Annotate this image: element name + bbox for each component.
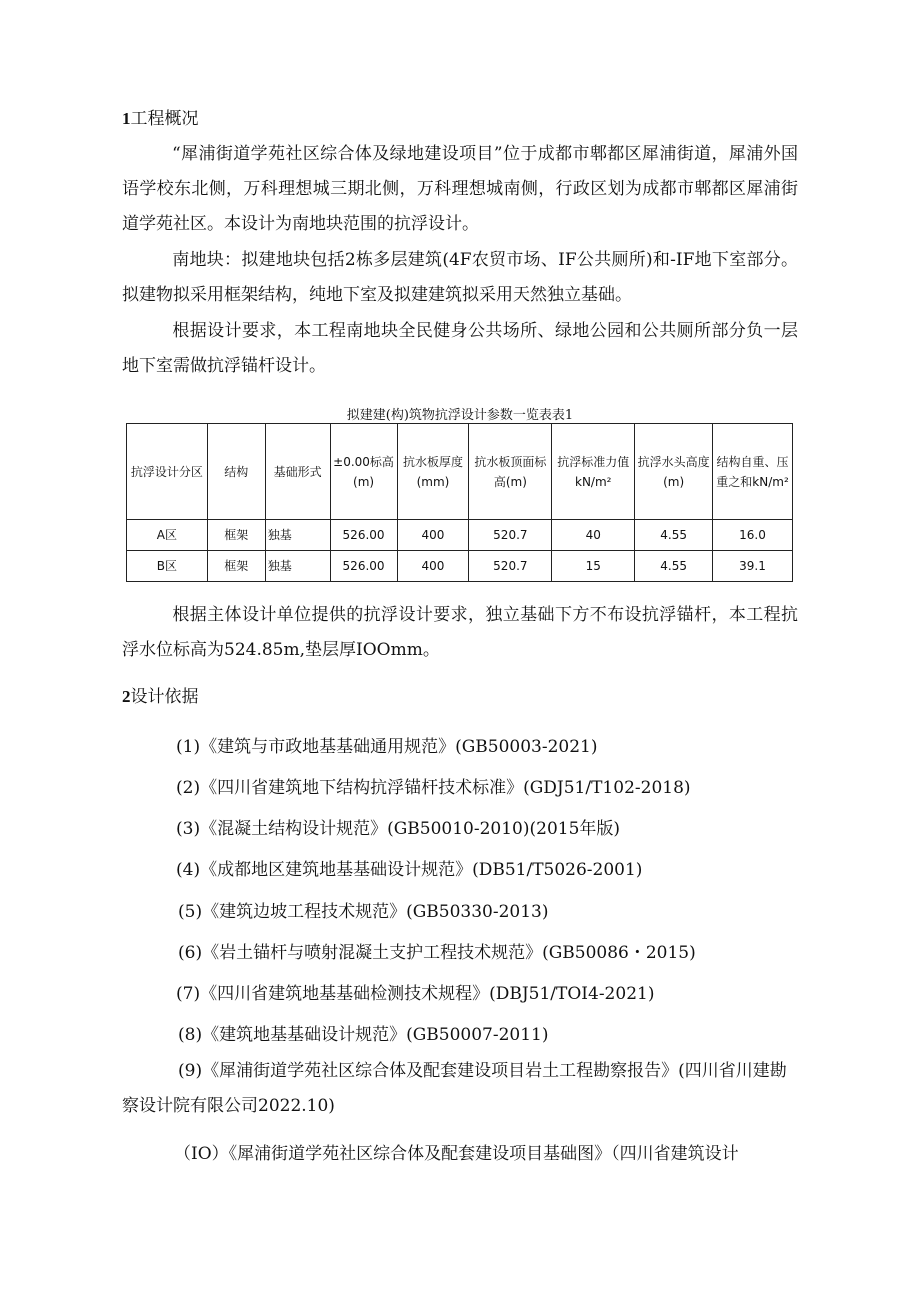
table-cell: A区 xyxy=(127,520,208,551)
anti-floating-parameter-table xyxy=(126,423,793,582)
table-cell: 526.00 xyxy=(330,520,397,551)
table-header-cell: 结构 xyxy=(207,424,265,520)
section-title: 工程概况 xyxy=(130,109,199,129)
section-heading-overview xyxy=(122,104,199,129)
table-header-cell: 抗水板厚度(mm) xyxy=(397,424,469,520)
table-cell: 4.55 xyxy=(635,551,713,582)
paragraph-design-requirement xyxy=(122,314,798,384)
table-cell: 39.1 xyxy=(713,551,793,582)
table-cell: B区 xyxy=(127,551,208,582)
table-caption: 拟建建(构)筑物抗浮设计参数一览表表1 xyxy=(346,408,574,423)
paragraph-text: “犀浦街道学苑社区综合体及绿地建设项目”位于成都市郫都区犀浦街道，犀浦外国语学校东北侧，万科理想城三期北侧，万科理想城南侧，行政区划为成都市郫都区犀浦街道学苑社区。本设计为南地块范围的抗浮设计。 xyxy=(122,144,798,234)
table-cell: 独基 xyxy=(265,520,330,551)
reference-item: (1)《建筑与市政地基基础通用规范》(GB50003-2021) xyxy=(176,737,598,757)
table-row xyxy=(127,551,793,582)
reference-item: （IO）《犀浦街道学苑社区综合体及配套建设项目基础图》（四川省建筑设计 xyxy=(174,1144,739,1164)
table-row xyxy=(127,520,793,551)
reference-item: (4)《成都地区建筑地基基础设计规范》(DB51/T5026-2001) xyxy=(176,860,643,880)
paragraph-text: 根据设计要求，本工程南地块全民健身公共场所、绿地公园和公共厕所部分负一层地下室需做抗浮锚杆设计。 xyxy=(122,321,798,376)
table-header-cell: 抗浮标准力值kN/m² xyxy=(552,424,635,520)
table-cell: 框架 xyxy=(207,520,265,551)
paragraph-project-location xyxy=(122,137,798,242)
table-cell: 独基 xyxy=(265,551,330,582)
table-cell: 4.55 xyxy=(635,520,713,551)
reference-item: (8)《建筑地基基础设计规范》(GB50007-2011) xyxy=(178,1025,549,1045)
reference-item: (9)《犀浦街道学苑社区综合体及配套建设项目岩土工程勘察报告》(四川省川建勘察设计院有限公司2022.10) xyxy=(122,1061,787,1116)
paragraph-text: 南地块：拟建地块包括2栋多层建筑(4F农贸市场、IF公共厕所)和-IF地下室部分。拟建物拟采用框架结构，纯地下室及拟建建筑拟采用天然独立基础。 xyxy=(122,250,798,305)
table-cell: 400 xyxy=(397,551,469,582)
reference-item: (7)《四川省建筑地基基础检测技术规程》(DBJ51/TOI4-2021) xyxy=(176,984,655,1004)
table-header-cell: 抗浮水头高度(m) xyxy=(635,424,713,520)
table-cell: 526.00 xyxy=(330,551,397,582)
reference-item: (5)《建筑边坡工程技术规范》(GB50330-2013) xyxy=(178,902,549,922)
table-cell: 520.7 xyxy=(469,520,552,551)
reference-item: (6)《岩土锚杆与喷射混凝土支护工程技术规范》(GB50086・2015) xyxy=(178,943,696,963)
table-header-cell: ±0.00标高(m) xyxy=(330,424,397,520)
table-cell: 16.0 xyxy=(713,520,793,551)
section-number: 2 xyxy=(122,687,131,706)
table-header-cell: 抗水板顶面标高(m) xyxy=(469,424,552,520)
table-cell: 520.7 xyxy=(469,551,552,582)
table-cell: 15 xyxy=(552,551,635,582)
section-heading-basis xyxy=(122,682,199,707)
reference-item: (2)《四川省建筑地下结构抗浮锚杆技术标准》(GDJ51/T102-2018) xyxy=(176,778,691,798)
table-header-cell: 基础形式 xyxy=(265,424,330,520)
section-title: 设计依据 xyxy=(130,687,199,707)
paragraph-text: 根据主体设计单位提供的抗浮设计要求，独立基础下方不布设抗浮锚杆，本工程抗浮水位标高为524.85m,垫层厚IOOmm。 xyxy=(122,605,798,660)
table-header-cell: 结构自重、压重之和kN/m² xyxy=(713,424,793,520)
section-number: 1 xyxy=(122,109,131,128)
table-cell: 400 xyxy=(397,520,469,551)
table-cell: 40 xyxy=(552,520,635,551)
paragraph-water-level xyxy=(122,598,798,668)
paragraph-south-plot xyxy=(122,243,798,313)
reference-item: (3)《混凝土结构设计规范》(GB50010-2010)(2015年版) xyxy=(176,819,621,839)
table-header-cell: 抗浮设计分区 xyxy=(127,424,208,520)
table-header-row xyxy=(127,424,793,520)
table-cell: 框架 xyxy=(207,551,265,582)
